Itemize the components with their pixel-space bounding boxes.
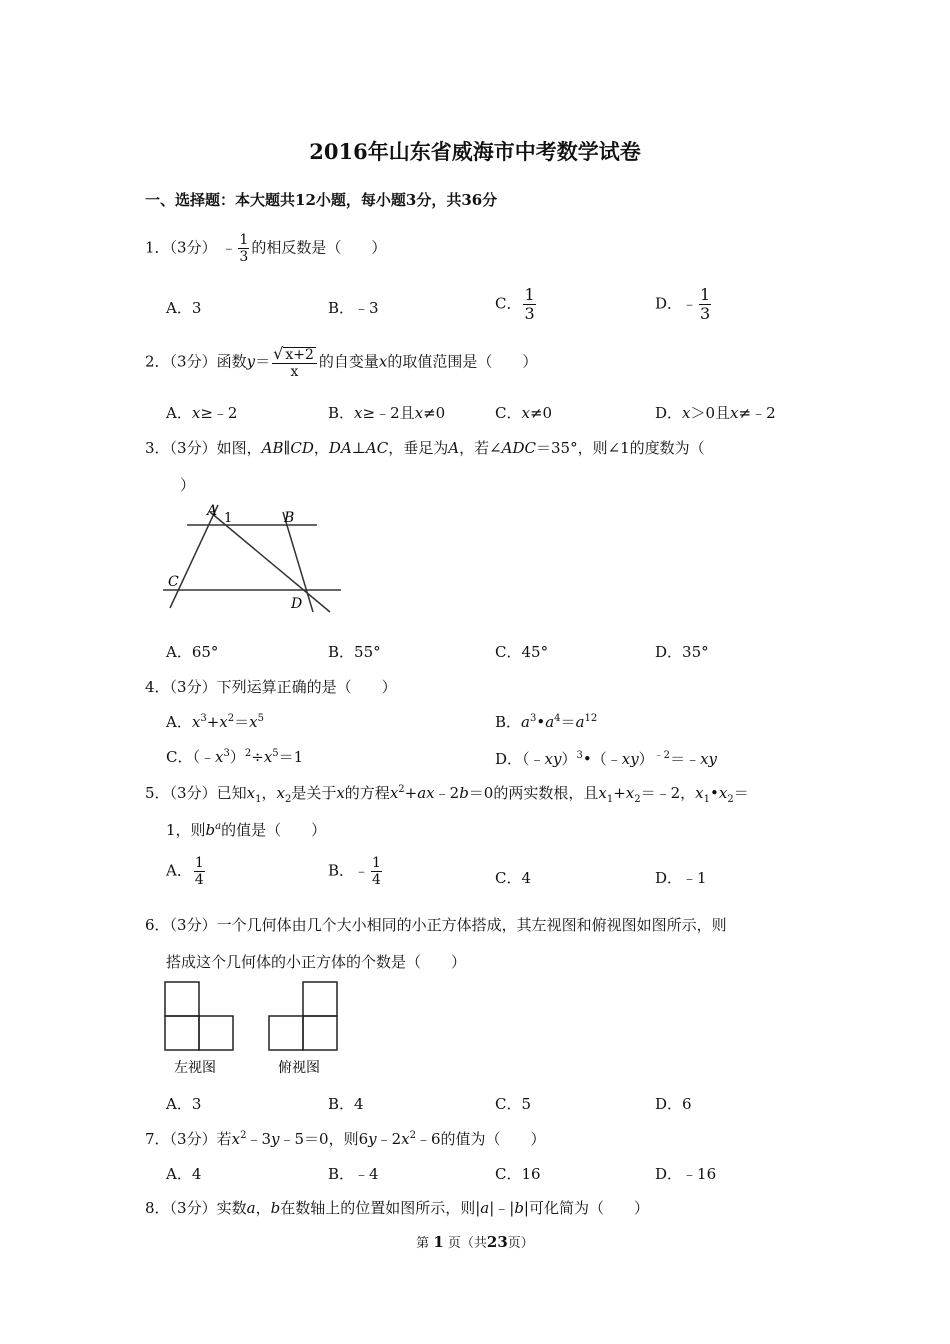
q2-option-c[interactable]: C．x≠0 (495, 404, 553, 422)
line-ad (210, 512, 330, 612)
page-title: 2016年山东省威海市中考数学试卷 (309, 139, 641, 164)
q5-option-a[interactable]: A． $\frac{1}{4}$ (166, 855, 204, 888)
q1-option-a[interactable]: A．3 (166, 299, 202, 317)
q6-option-a[interactable]: A．3 (166, 1095, 202, 1113)
parallel-lines-figure (160, 500, 350, 620)
three-view-figure (160, 978, 350, 1078)
q7-option-b[interactable]: B．﹣4 (328, 1165, 379, 1183)
q7-option-d[interactable]: D．﹣16 (655, 1165, 717, 1183)
q6-line2: 搭成这个几何体的小正方体的个数是（ ） (166, 953, 467, 971)
q3-line2: ） (180, 476, 196, 494)
q5-option-c[interactable]: C．4 (495, 869, 532, 887)
q4-option-b[interactable]: B．$a^3•a^4=a^{12}$ (495, 713, 598, 731)
page-number: 1 (433, 1233, 444, 1251)
left-view-label: 左视图 (174, 1060, 216, 1076)
section-heading: 一、选择题：本大题共12小题，每小题3分，共36分 (145, 191, 498, 209)
q3-option-d[interactable]: D．35° (655, 643, 709, 661)
question-4: 4．（3分）下列运算正确的是（ ） (145, 678, 397, 696)
q1-option-b[interactable]: B．﹣3 (328, 299, 379, 317)
q6-option-d[interactable]: D．6 (655, 1095, 692, 1113)
question-5: 5．（3分）已知$x_1$，$x_2$是关于x的方程$x^2+ax﹣2b=0$的两实数根，且$x_1+x_2=﹣2$，$x_1•x_2=$ (145, 784, 749, 805)
minus-sign: ﹣ (221, 238, 237, 257)
q1-option-d[interactable]: D．﹣ $\frac{1}{3}$ (655, 285, 711, 323)
label-angle-1: 1 (224, 511, 233, 526)
top-view-grid (269, 982, 337, 1050)
left-view-grid (165, 982, 233, 1050)
sqrt-fraction: $\frac{√ x+2}{x}$ (272, 346, 317, 379)
question-8: 8．（3分）实数a，b在数轴上的位置如图所示，则|a|﹣|b|可化简为（ ） (145, 1199, 649, 1217)
q-score: （3分） (169, 238, 217, 257)
question-1 (145, 233, 386, 264)
q3-option-a[interactable]: A．65° (166, 643, 219, 661)
q5-option-d[interactable]: D．﹣1 (655, 869, 707, 887)
q6-option-c[interactable]: C．5 (495, 1095, 532, 1113)
q6-option-b[interactable]: B．4 (328, 1095, 364, 1113)
q4-option-a[interactable]: A．$x^3+x^2=x^5$ (166, 713, 264, 731)
q-number: 1． (145, 238, 170, 257)
top-view-label: 俯视图 (278, 1060, 320, 1076)
q1-option-c[interactable]: C． $\frac{1}{3}$ (495, 285, 535, 323)
total-pages: 23 (486, 1233, 508, 1251)
label-d: D (291, 596, 303, 612)
q5-option-b[interactable]: B．﹣ $\frac{1}{4}$ (328, 855, 381, 888)
q-text: 的相反数是（ ） (251, 238, 387, 257)
q5-line2: 1，则$b^a$的值是（ ） (166, 821, 327, 839)
line-ac (170, 505, 218, 608)
q7-option-c[interactable]: C．16 (495, 1165, 541, 1183)
q7-option-a[interactable]: A．4 (166, 1165, 202, 1183)
label-b: B (284, 510, 295, 526)
q3-option-b[interactable]: B．55° (328, 643, 381, 661)
question-7: 7．（3分）若$x^2﹣3y﹣5=0$，则$6y﹣2x^2﹣6$的值为（ ） (145, 1130, 546, 1148)
q4-option-d[interactable]: D．（﹣xy）$^3$•（﹣xy）$^{﹣2}$＝﹣xy (495, 750, 718, 768)
q4-option-c[interactable]: C．$(﹣x^3)^2\div x^5=1$ (166, 748, 304, 766)
q3-option-c[interactable]: C．45° (495, 643, 549, 661)
q2-option-b[interactable]: B．x≥﹣2且x≠0 (328, 404, 446, 422)
label-a: A (207, 503, 218, 519)
fraction: $\frac{1}{3}$ (239, 232, 249, 265)
q2-option-a[interactable]: A．x≥﹣2 (166, 404, 238, 422)
page-footer: 第 1 页（共23页） (416, 1233, 534, 1251)
q2-option-d[interactable]: D．x＞0且x≠﹣2 (655, 404, 776, 422)
fraction: $\frac{1}{3}$ (524, 285, 535, 323)
label-c: C (168, 574, 179, 590)
fraction: $\frac{1}{3}$ (700, 285, 711, 323)
question-6: 6．（3分）一个几何体由几个大小相同的小正方体搭成，其左视图和俯视图如图所示，则 (145, 916, 727, 934)
question-3: 3．（3分）如图，AB∥CD，DA⊥AC，垂足为A，若∠ADC＝35°，则∠1的度数为（ (145, 439, 705, 457)
question-2: 2．（3分）函数y＝ $\frac{√ x+2}{x}$ 的自变量x的取值范围是（ ） (145, 344, 538, 380)
